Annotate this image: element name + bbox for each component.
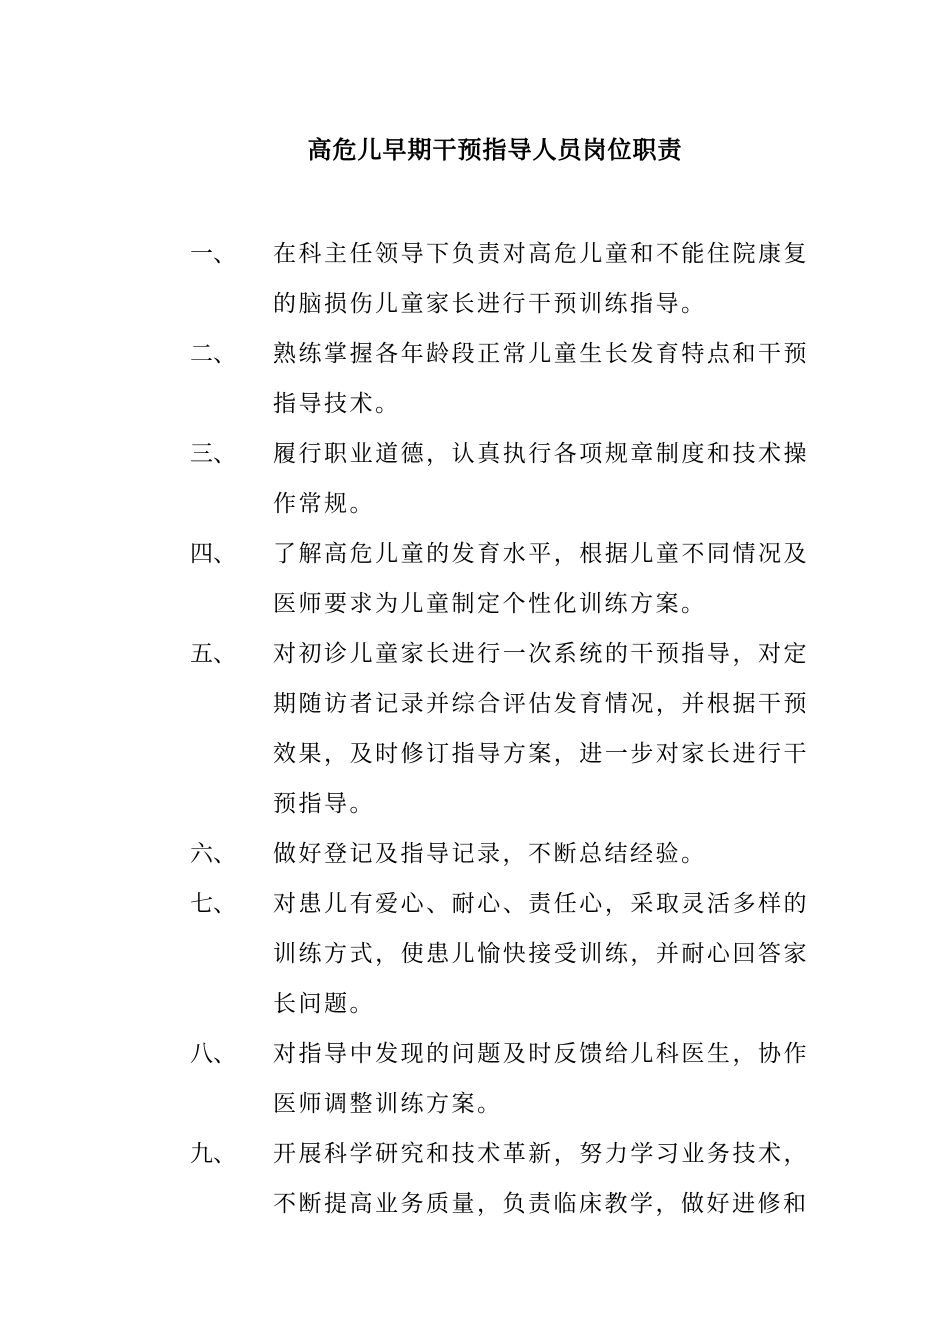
duty-item-9 — [0, 1129, 809, 1229]
duty-text: 了解高危儿童的发育水平，根据儿童不同情况及医师要求为儿童制定个性化训练方案。 — [273, 541, 809, 617]
duty-item-5 — [0, 629, 809, 829]
duty-item-7 — [0, 879, 809, 1029]
duty-text: 在科主任领导下负责对高危儿童和不能住院康复的脑损伤儿童家长进行干预训练指导。 — [273, 241, 809, 317]
duty-number: 四、 — [190, 541, 236, 567]
duty-number: 三、 — [190, 441, 236, 467]
duty-item-8 — [0, 1029, 809, 1129]
duty-item-2 — [0, 329, 809, 429]
duty-text: 对初诊儿童家长进行一次系统的干预指导，对定期随访者记录并综合评估发育情况，并根据干预效果，及时修订指导方案，进一步对家长进行干预指导。 — [273, 641, 809, 817]
duty-number: 二、 — [190, 341, 236, 367]
duty-number: 一、 — [190, 241, 236, 267]
duty-text: 对患儿有爱心、耐心、责任心，采取灵活多样的训练方式，使患儿愉快接受训练，并耐心回答家长问题。 — [273, 891, 809, 1017]
duty-number: 九、 — [190, 1141, 236, 1167]
document-title: 高危儿早期干预指导人员岗位职责 — [307, 136, 683, 164]
duty-text: 开展科学研究和技术革新，努力学习业务技术，不断提高业务质量，负责临床教学，做好进修和 — [273, 1141, 809, 1217]
duty-text: 做好登记及指导记录，不断总结经验。 — [273, 841, 707, 867]
duty-number: 七、 — [190, 891, 236, 917]
duty-item-4 — [0, 529, 809, 629]
duty-text: 履行职业道德，认真执行各项规章制度和技术操作常规。 — [273, 441, 809, 517]
duty-text: 对指导中发现的问题及时反馈给儿科医生，协作医师调整训练方案。 — [273, 1041, 809, 1117]
duty-number: 八、 — [190, 1041, 236, 1067]
duty-item-3 — [0, 429, 809, 529]
duty-list — [0, 229, 950, 1229]
duty-number: 五、 — [190, 641, 236, 667]
duty-item-1 — [0, 229, 809, 329]
duty-text: 熟练掌握各年龄段正常儿童生长发育特点和干预指导技术。 — [273, 341, 809, 417]
duty-item-6 — [0, 829, 809, 879]
duty-number: 六、 — [190, 841, 236, 867]
